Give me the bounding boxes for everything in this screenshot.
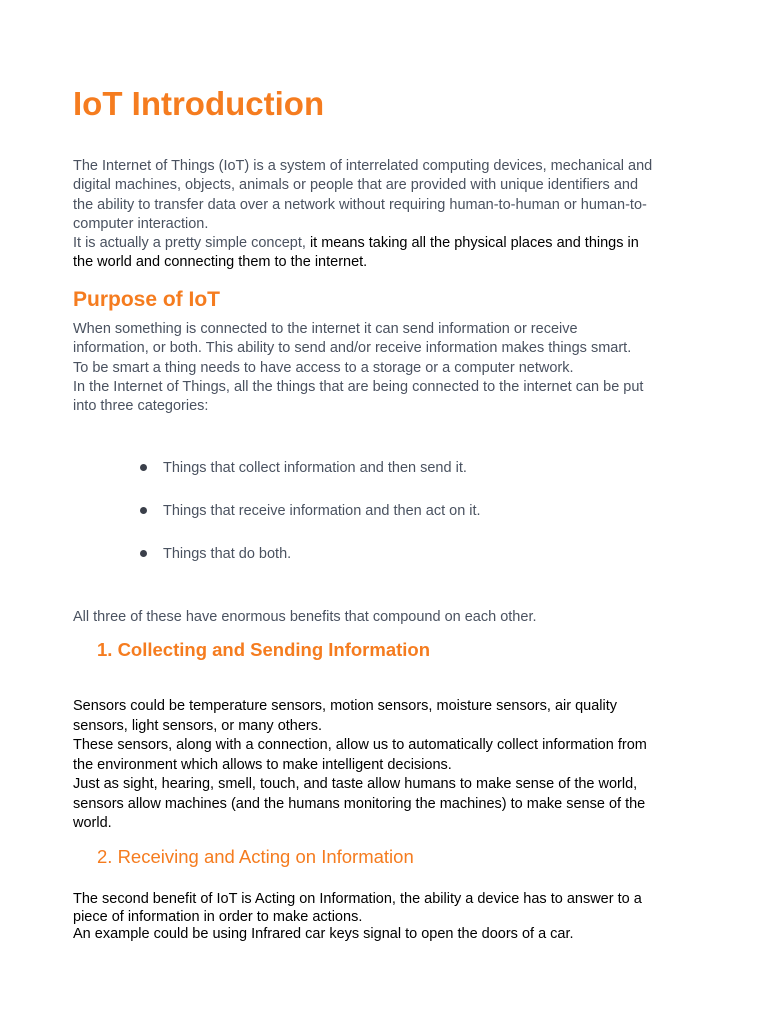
collecting-line: Just as sight, hearing, smell, touch, and taste allow humans to make sense of the world, [73, 776, 638, 792]
collecting-line: world. [73, 815, 112, 831]
purpose-line: into three categories: [73, 398, 209, 415]
list-item [140, 545, 291, 564]
purpose-line: To be smart a thing needs to have access to a storage or a computer network. [73, 359, 574, 376]
concept-prefix: It is actually a pretty simple concept, [73, 235, 310, 252]
purpose-line: When something is connected to the internet it can send information or receive [73, 321, 578, 337]
receiving-heading: 2. Receiving and Acting on Information [97, 846, 414, 867]
purpose-paragraph [73, 320, 698, 416]
list-item [140, 502, 481, 521]
intro-line: digital machines, objects, animals or people that are provided with unique identifiers and [73, 177, 639, 194]
bullet-icon [140, 550, 147, 557]
receiving-line: The second benefit of IoT is Acting on Information, the ability a device has to answer to a [73, 891, 642, 907]
collecting-line: sensors allow machines (and the humans monitoring the machines) to make sense of the [73, 795, 646, 812]
collecting-line: sensors, light sensors, or many others. [73, 717, 323, 734]
concept-rest: it means taking all the physical places and things in [309, 235, 639, 252]
collecting-paragraph [73, 697, 698, 834]
bullet-text: Things that do both. [163, 546, 292, 562]
concept-line [73, 234, 698, 253]
purpose-heading: Purpose of IoT [73, 288, 220, 311]
receiving-paragraph [73, 891, 698, 944]
collecting-heading: 1. Collecting and Sending Information [97, 639, 431, 660]
bullet-text: Things that receive information and then act on it. [163, 503, 481, 519]
purpose-line: In the Internet of Things, all the things that are being connected to the internet can be put [73, 378, 644, 395]
purpose-line: information, or both. This ability to send and/or receive information makes things smart. [73, 340, 632, 357]
bullet-text: Things that collect information and then send it. [163, 460, 467, 476]
benefits-line: All three of these have enormous benefits that compound on each other. [73, 609, 537, 625]
collecting-line: Sensors could be temperature sensors, motion sensors, moisture sensors, air quality [73, 698, 617, 714]
receiving-line: An example could be using Infrared car keys signal to open the doors of a car. [73, 926, 574, 942]
page-title: IoT Introduction [73, 85, 325, 122]
concept-line-2: the world and connecting them to the internet. [73, 254, 368, 271]
intro-line: the ability to transfer data over a network without requiring human-to-human or human-to- [73, 196, 647, 213]
intro-line: computer interaction. [73, 215, 209, 232]
collecting-line: These sensors, along with a connection, allow us to automatically collect information from [73, 737, 647, 753]
receiving-line: piece of information in order to make actions. [73, 908, 363, 925]
intro-paragraph [73, 157, 698, 273]
list-item [140, 459, 467, 478]
bullet-icon [140, 507, 147, 514]
collecting-line: the environment which allows to make intelligent decisions. [73, 756, 452, 773]
bullet-icon [140, 464, 147, 471]
intro-line: The Internet of Things (IoT) is a system of interrelated computing devices, mechanical and [73, 158, 653, 174]
benefits-paragraph [73, 608, 698, 627]
